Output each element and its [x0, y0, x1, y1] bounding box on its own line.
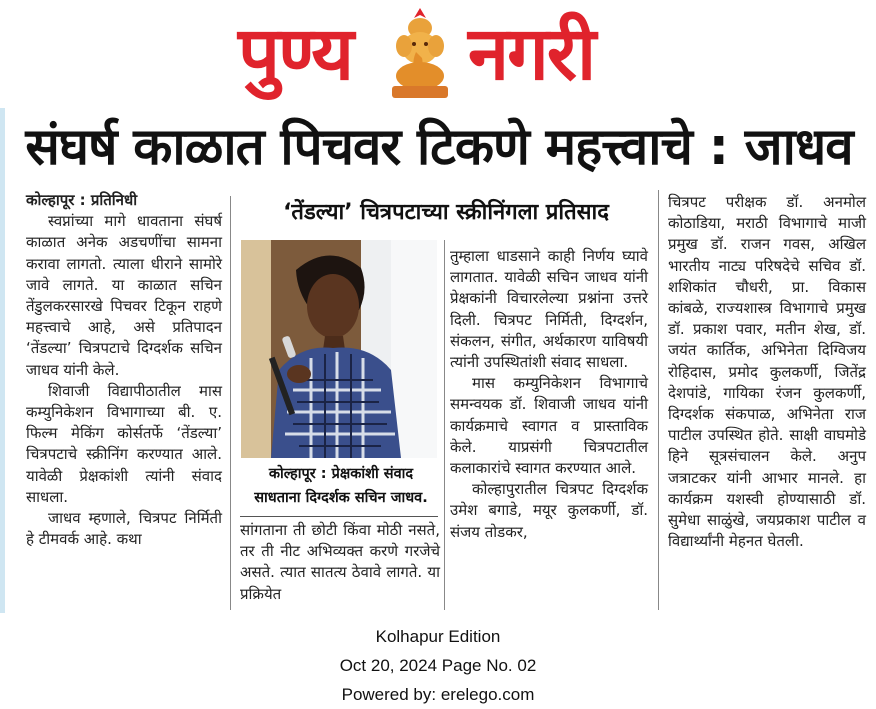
article-column-1	[26, 190, 222, 550]
paragraph: शिवाजी विद्यापीठातील मास कम्युनिकेशन विभागाच्या बी. ए. फिल्म मेकिंग कोर्सतर्फे ‘तेंडल्या’ चित्रपटाचे स्क्रीनिंग करण्यात आले. यावेळी प्रेक्षकांशी त्यांनी संवाद साधला.	[26, 381, 222, 506]
paragraph: कोल्हापुरातील चित्रपट दिग्दर्शक उमेश बगाडे, मयूर कुलकर्णी, डॉ. संजय तोडकर,	[450, 480, 648, 541]
photo-caption-line-1: कोल्हापूर : प्रेक्षकांशी संवाद	[268, 466, 414, 482]
edition-name: Kolhapur Edition	[375, 627, 501, 646]
article-column-2	[240, 520, 440, 605]
paragraph: मास कम्युनिकेशन विभागाचे समन्वयक डॉ. शिवाजी जाधव यांनी कार्यक्रमाचे स्वागत व प्रास्ताविक केले. याप्रसंगी चित्रपटातील कलाकारांचे स्वागत करण्यात आले.	[450, 374, 648, 478]
paragraph: स्वप्नांच्या मागे धावताना संघर्ष काळात अनेक अडचणींचा सामना करावा लागतो. त्याला धीराने सामोरे जावे लागते. या काळात सचिन तेंडुलकरसारखे पिचवर टिकून राहणे महत्त्वाचे आहे, असे प्रतिपादन ‘तेंडल्या’ चित्रपटाचे दिग्दर्शक सचिन जाधव यांनी केले.	[26, 212, 222, 379]
column-divider	[444, 240, 445, 610]
dateline: कोल्हापूर : प्रतिनिधी	[26, 191, 138, 209]
article-headline: संघर्ष काळात पिचवर टिकणे महत्त्वाचे : जाधव	[25, 118, 853, 177]
paragraph: सांगताना ती छोटी किंवा मोठी नसते, तर ती नीट अभिव्यक्त करणे गरजेचे असते. त्यात सातत्य ठेवावे लागते. या प्रक्रियेत	[240, 521, 440, 603]
paragraph: तुम्हाला धाडसाने काही निर्णय घ्यावे लागतात. यावेळी सचिन जाधव यांनी प्रेक्षकांनी विचारलेल्या प्रश्नांना उत्तरे दिली. चित्रपट निर्मिती, दिग्दर्शन, संकलन, संगीत, अर्थकारण याविषयी त्यांनी उपस्थितांशी संवाद साधला.	[450, 247, 648, 372]
paragraph: जाधव म्हणाले, चित्रपट निर्मिती हे टीमवर्क आहे. कथा	[26, 509, 222, 549]
photo-caption-line-2: साधताना दिग्दर्शक सचिन जाधव.	[254, 490, 428, 506]
caption-divider	[240, 516, 438, 517]
article-column-3	[450, 246, 648, 543]
edition-date-page: Oct 20, 2024 Page No. 02	[339, 656, 537, 675]
paragraph: चित्रपट परीक्षक डॉ. अनमोल कोठाडिया, मराठी विभागाचे माजी प्रमुख डॉ. राजन गवस, अखिल भारतीय नाट्य परिषदेचे सचिव डॉ. शशिकांत चौधरी, प्रा. विकास कांबळे, राज्यशास्त्र विभागाचे प्रमुख डॉ. प्रकाश पवार, मतीन शेख, डॉ. जयंत कार्तिक, अभिनेता दिग्विजय रोहिदास, प्रमोद कुलकर्णी, जितेंद्र देशपांडे, गायिका रंजन कुलकर्णी, दिग्दर्शक संकपाळ, अभिनेता राज पाटील उपस्थित होते. साक्षी वाघमोडे हिने सूत्रसंचालन केले. अनुप जत्राटकर यांनी आभार मानले. हा कार्यक्रम यशस्वी होण्यासाठी डॉ. सुमेधा साळुंखे, जयप्रकाश पाटील व विद्यार्थ्यांनी मेहनत घेतली.	[668, 193, 866, 551]
article-column-4	[668, 192, 866, 552]
article-subhead: ‘तेंडल्या’ चित्रपटाच्या स्क्रीनिंगला प्रतिसाद	[283, 200, 609, 225]
masthead-logo-right: नगरी	[468, 11, 595, 97]
powered-by-link[interactable]: Powered by: erelego.com	[341, 685, 535, 704]
left-margin-bar	[0, 108, 5, 613]
article-photo	[241, 240, 437, 458]
column-divider	[658, 190, 659, 610]
column-divider	[230, 196, 231, 610]
photo-caption	[236, 462, 446, 510]
edition-footer	[0, 622, 876, 709]
ganesha-emblem-icon	[380, 4, 460, 102]
masthead	[0, 0, 876, 108]
masthead-logo-left: पुण्य	[238, 11, 353, 97]
